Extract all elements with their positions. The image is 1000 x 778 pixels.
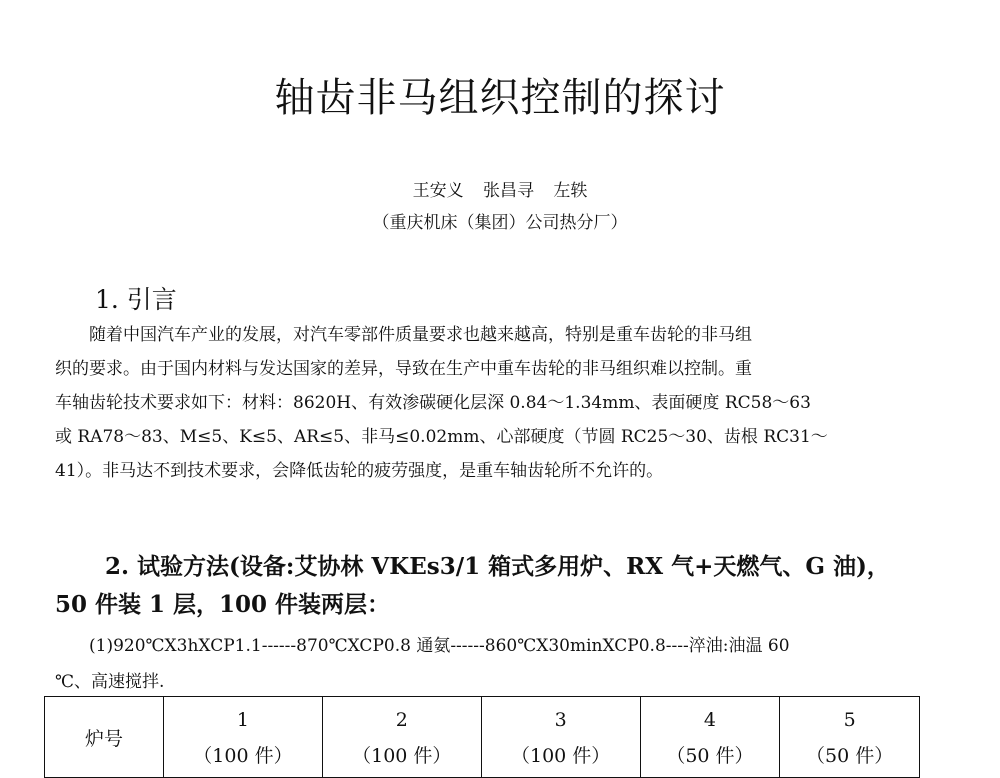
paragraph-line: 随着中国汽车产业的发展，对汽车零部件质量要求也越来越高，特别是重车齿轮的非马组 <box>89 325 752 345</box>
table-row <box>45 697 920 778</box>
section-heading-intro: 1. 引言 <box>95 285 177 314</box>
furnace-quantity: （50 件） <box>806 745 894 767</box>
paragraph-line: 或 RA78～83、M≤5、K≤5、AR≤5、非马≤0.02mm、心部硬度（节圆 RC25～30、齿根 RC31～ <box>55 427 828 447</box>
section-heading-method <box>55 548 890 624</box>
furnace-number: 4 <box>703 709 716 731</box>
table-cell <box>164 697 323 778</box>
paragraph-line: 车轴齿轮技术要求如下：材料：8620H、有效渗碳硬化层深 0.84～1.34mm、表面硬度 RC58～63 <box>55 393 811 413</box>
intro-paragraph <box>55 318 935 488</box>
process-description <box>55 628 790 700</box>
furnace-number: 3 <box>554 709 567 731</box>
affiliation: （重庆机床（集团）公司热分厂） <box>372 213 628 233</box>
furnace-number: 2 <box>395 709 408 731</box>
furnace-number: 1 <box>236 709 249 731</box>
table-cell <box>481 697 640 778</box>
furnace-quantity: （100 件） <box>352 745 452 767</box>
furnace-quantity: （100 件） <box>510 745 611 767</box>
author-name: 张昌寻 <box>483 181 534 201</box>
table-cell <box>780 697 920 778</box>
heading-line: 2. 试验方法(设备:艾协林 VKEs3/1 箱式多用炉、RX 气+天燃气、G 油)， <box>105 553 890 580</box>
heading-line: 50 件装 1 层，100 件装两层： <box>55 591 391 618</box>
furnace-number: 5 <box>843 709 856 731</box>
author-list <box>0 176 1000 201</box>
paragraph-line: 41）。非马达不到技术要求，会降低齿轮的疲劳强度，是重车轴齿轮所不允许的。 <box>55 461 664 481</box>
paragraph-line: 织的要求。由于国内材料与发达国家的差异，导致在生产中重车齿轮的非马组织难以控制。重 <box>55 359 752 379</box>
paper-title: 轴齿非马组织控制的探讨 <box>274 75 726 121</box>
process-line: (1)920℃X3hXCP1.1------870℃XCP0.8 通氨------860℃X30minXCP0.8----淬油:油温 60 <box>89 636 790 656</box>
table-row-header: 炉号 <box>45 697 164 778</box>
furnace-quantity: （100 件） <box>193 745 293 767</box>
table-cell <box>640 697 780 778</box>
author-name: 王安义 <box>412 181 464 201</box>
table-cell <box>322 697 481 778</box>
author-name: 左轶 <box>553 181 588 201</box>
process-line: ℃、高速搅拌. <box>55 672 165 692</box>
furnace-quantity: （50 件） <box>666 745 754 767</box>
furnace-table <box>44 696 920 778</box>
